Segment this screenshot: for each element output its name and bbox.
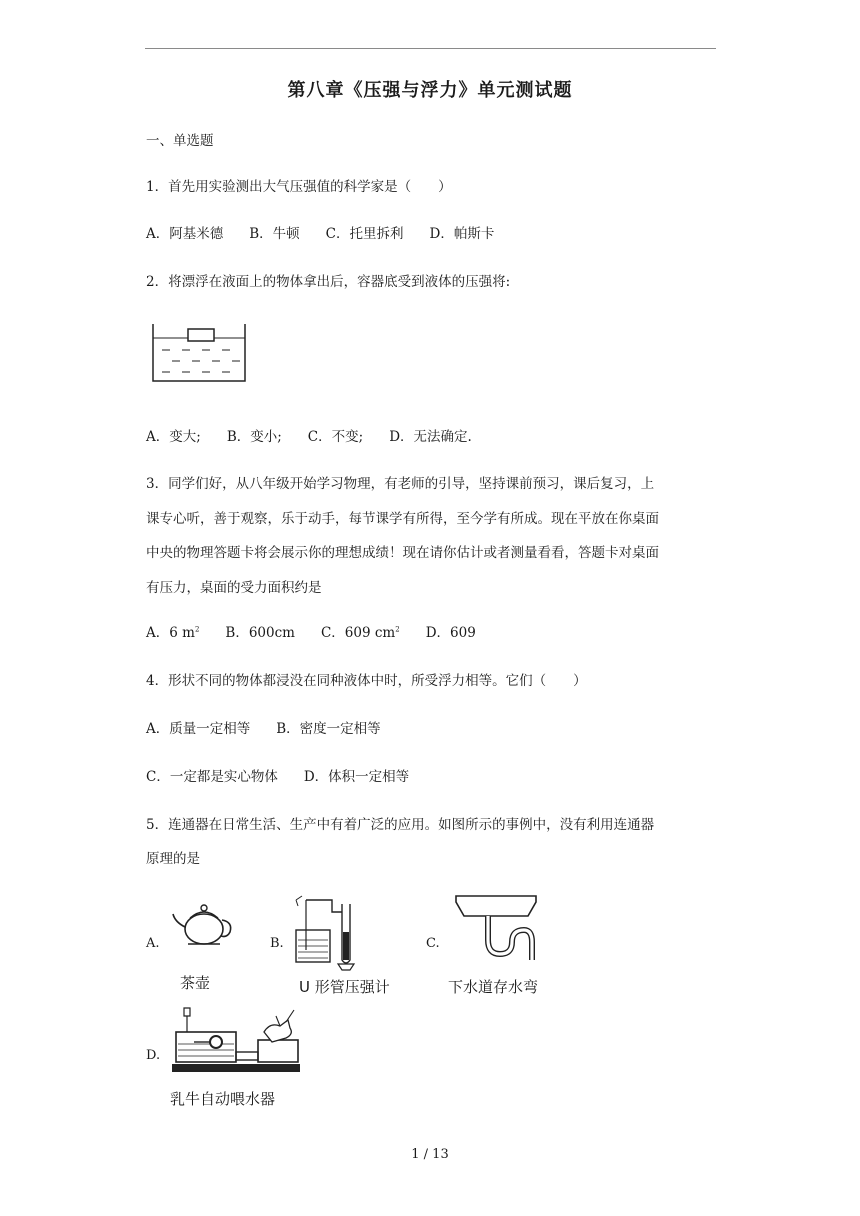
option-c: C．不变; [307,429,364,445]
question-3-stem-line-3: 中央的物理答题卡将会展示你的理想成绩！现在请你估计或者测量看看，答题卡对桌面 [146,545,659,561]
question-3-stem-line-2: 课专心听，善于观察，乐于动手，每节课学有所得，至今学有所成。现在平放在你桌面 [146,511,659,527]
option-c-label: C. [426,936,440,951]
option-a: A．阿基米德 [146,226,224,242]
option-a-label: A. [146,936,160,951]
question-4-options-row-1 [146,717,381,737]
question-4-stem: 4．形状不同的物体都浸没在同种液体中时，所受浮力相等。它们（ ） [146,673,587,689]
caption-u-tube: U 形管压强计 [299,978,390,996]
caption-teapot: 茶壶 [180,974,211,992]
option-b: B．600cm [225,625,295,641]
question-1-options [146,222,494,242]
option-d: D．609 [425,625,476,641]
question-3-options [146,621,476,641]
option-d: D．无法确定. [389,429,472,445]
option-a: A．变大; [146,429,201,445]
option-d: D．帕斯卡 [429,226,495,242]
teapot-icon [170,900,238,950]
question-3-stem-line-1: 3．同学们好，从八年级开始学习物理，有老师的引导，坚持课前预习，课后复习，上 [146,476,655,492]
question-1-stem: 1．首先用实验测出大气压强值的科学家是（ ） [146,179,452,195]
question-5-stem-line-2: 原理的是 [146,851,200,867]
option-b-label: B. [270,936,284,951]
question-4-options-row-2 [146,765,409,785]
option-c: C．托里拆利 [325,226,404,242]
option-d: D．体积一定相等 [303,769,410,785]
cow-water-feeder-icon [168,1002,304,1078]
question-2-options [146,425,472,445]
section-heading: 一、单选题 [146,133,214,149]
option-b: B．牛顿 [249,226,300,242]
header-rule [145,48,716,49]
question-3-stem-line-4: 有压力，桌面的受力面积约是 [146,580,322,596]
option-b: B．变小; [226,429,282,445]
page-title: 第八章《压强与浮力》单元测试题 [287,80,573,101]
option-d-label: D. [146,1048,161,1063]
u-tube-manometer-icon [288,892,368,972]
caption-water-feeder: 乳牛自动喂水器 [170,1090,276,1108]
sink-trap-icon [452,890,540,962]
container-float-figure [150,320,250,384]
option-b: B．密度一定相等 [276,721,381,737]
caption-sink-trap: 下水道存水弯 [448,978,539,996]
option-c: C．609 $cm^2$ [320,625,400,641]
option-c: C．一定都是实心物体 [146,769,278,785]
page-number: 1 / 13 [411,1147,449,1162]
question-5-stem-line-1: 5．连通器在日常生活、生产中有着广泛的应用。如图所示的事例中，没有利用连通器 [146,817,655,833]
option-a: A．6 $m^2$ [146,625,200,641]
option-a: A．质量一定相等 [146,721,251,737]
question-2-stem: 2．将漂浮在液面上的物体拿出后，容器底受到液体的压强将: [146,274,511,290]
